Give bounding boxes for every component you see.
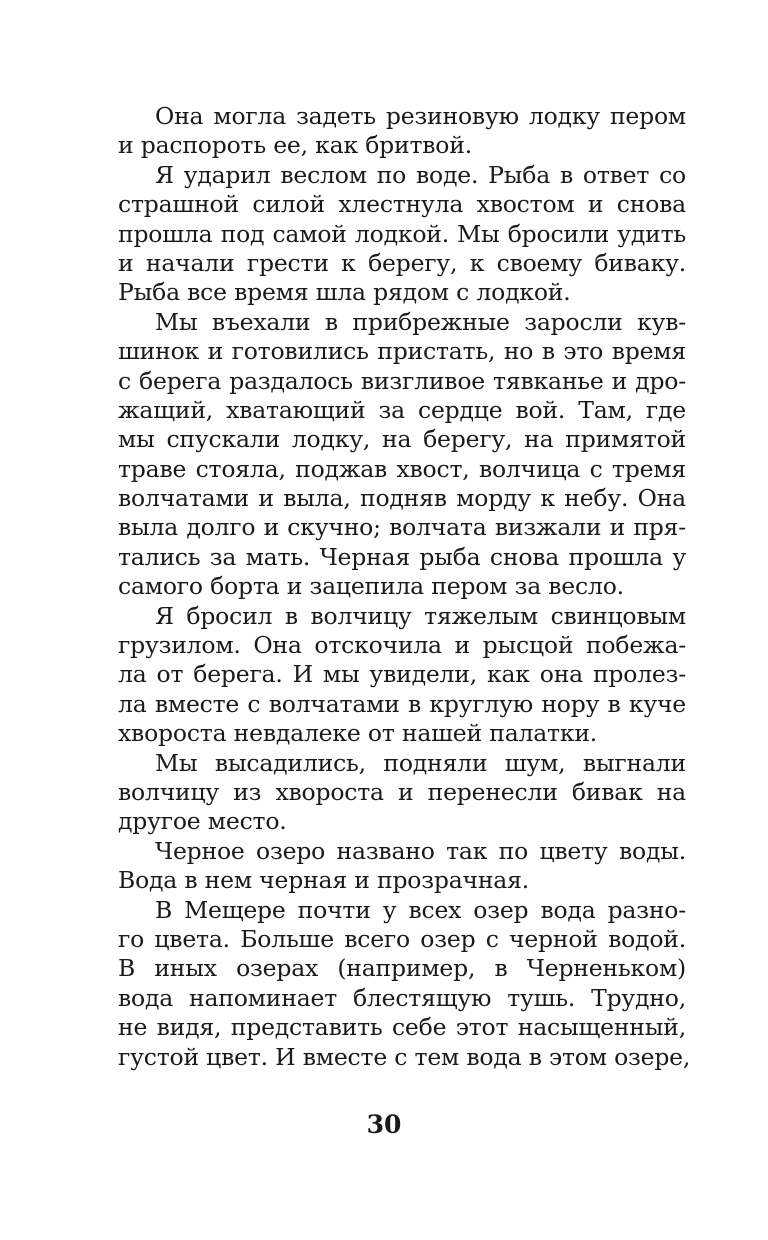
text-line: В Мещере почти у всех озер вода разно- [155, 895, 686, 924]
text-line: Мы въехали в прибрежные заросли кув- [155, 307, 686, 336]
text-line: с берега раздалось визгливое тявканье и дро- [118, 366, 686, 395]
text-line: самого борта и зацепила пером за весло. [118, 572, 624, 601]
text-line: В иных озерах (например, в Черненьком) [118, 954, 686, 983]
text-line: Я ударил веслом по воде. Рыба в ответ со [155, 160, 686, 189]
page-text [118, 102, 691, 1072]
text-line: Я бросил в волчицу тяжелым свинцовым [155, 601, 686, 630]
text-line: прошла под самой лодкой. Мы бросили удить [118, 219, 686, 248]
text-line: страшной силой хлестнула хвостом и снова [118, 190, 686, 219]
text-line: Рыба все время шла рядом с лодкой. [118, 278, 571, 307]
text-line: Она могла задеть резиновую лодку пером [155, 102, 686, 130]
text-line: жащий, хватающий за сердце вой. Там, где [118, 395, 686, 424]
text-line: шинок и готовились пристать, но в это время [118, 337, 686, 366]
text-line: траве стояла, поджав хвост, волчица с тремя [118, 454, 686, 483]
text-line: ла вместе с волчатами в круглую нору в куче [118, 689, 686, 718]
page-number: 30 [366, 1110, 402, 1139]
text-line: и начали грести к берегу, к своему биваку. [118, 248, 686, 277]
text-line: го цвета. Больше всего озер с черной водой. [118, 924, 686, 953]
text-line: хвороста невдалеке от нашей палатки. [118, 719, 598, 748]
text-line: тались за мать. Черная рыба снова прошла у [118, 542, 686, 571]
text-line: Мы высадились, подняли шум, выгнали [155, 748, 686, 777]
text-line: мы спускали лодку, на берегу, на примятой [118, 425, 686, 454]
text-line: густой цвет. И вместе с тем вода в этом озере, [118, 1042, 691, 1071]
text-line: ла от берега. И мы увидели, как она пролез- [118, 660, 686, 689]
text-line: Черное озеро названо так по цвету воды. [155, 836, 686, 865]
text-line: грузилом. Она отскочила и рысцой побежа- [118, 631, 686, 660]
text-line: выла долго и скучно; волчата визжали и пря- [118, 513, 686, 542]
text-line: вода напоминает блестящую тушь. Трудно, [118, 983, 686, 1012]
text-line: другое место. [118, 807, 287, 836]
text-line: волчатами и выла, подняв морду к небу. Она [118, 484, 686, 513]
text-line: не видя, представить себе этот насыщенный, [118, 1013, 686, 1042]
text-line: волчицу из хвороста и перенесли бивак на [118, 777, 686, 806]
text-line: и распороть ее, как бритвой. [118, 131, 472, 160]
text-line: Вода в нем черная и прозрачная. [118, 866, 530, 895]
